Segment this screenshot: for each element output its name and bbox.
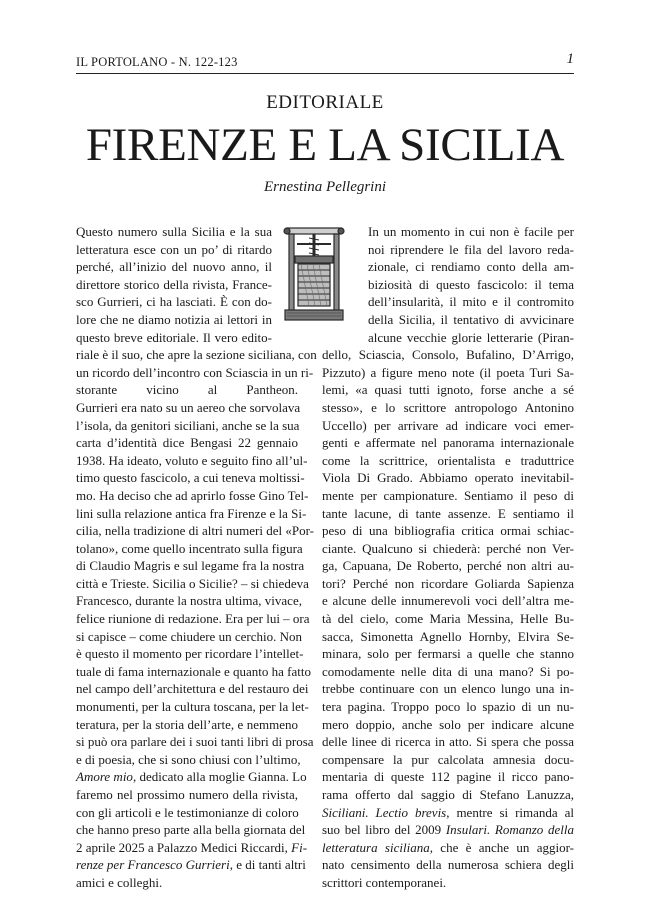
- section-label: EDITORIALE: [266, 92, 384, 113]
- text-line: un ricordo dell’incontro con Sciascia in un ri-: [76, 364, 314, 380]
- text-line: tera pagina. Troppo poco lo spazio di un nu-: [322, 699, 574, 715]
- text-line: di Claudio Magris e sul legame fra la nostra: [76, 558, 305, 574]
- text-line: questo breve editoriale. Il vero edito-: [76, 329, 272, 345]
- text-line: città e Trieste. Sicilia o Sicilie? – si chiedeva: [76, 575, 309, 591]
- text-line: dello, Sciascia, Consolo, Bufalino, D’Arrigo,: [322, 347, 574, 363]
- text-line: lini sulla relazione antica fra Firenze e la Si-: [76, 505, 307, 521]
- text-line: Gurrieri era nato su un aereo che sorvolava: [76, 399, 301, 415]
- text-line: cilia, nella tradizione di altri numeri del «Por-: [76, 523, 314, 539]
- text-line: stesso», e lo scrittore antropologo Antonino: [322, 399, 574, 415]
- text-line: e di poesia, che si sono chiusi con l’ultimo,: [76, 751, 301, 767]
- text-line: suo bel libro del 2009 Insulari. Romanzo della: [322, 822, 574, 838]
- text-line: mentaria di queste 112 pagine il ricco pano-: [322, 769, 574, 785]
- text-line: mente per campionature. Sentiamo il peso di: [322, 487, 574, 503]
- text-line: 1938. Ha ideato, voluto e seguito fino all’ul-: [76, 452, 308, 468]
- text-line: peso di una bibliografia critica ormai schiac-: [322, 523, 574, 539]
- text-line: alcune vecchie glorie letterarie (Piran-: [368, 329, 574, 345]
- text-line: delle linee di ricerca in atto. Si spera che possa: [322, 734, 574, 750]
- text-line: dell’insularità, il mito e il contromito: [368, 294, 574, 310]
- text-line: Uccello) per arrivare ad indicare voci emer-: [322, 417, 574, 433]
- text-line: come la scrittrice, orientalista e traduttrice: [322, 452, 574, 468]
- text-line: mero doppio, anche solo per indicare alcune: [322, 716, 574, 732]
- text-line: della Sicilia, il tentativo di avvicinare: [368, 311, 574, 327]
- left-column-text: [76, 223, 317, 892]
- text-line: con gli articoli e le testimonianze di coloro: [76, 804, 299, 820]
- right-column-text: [322, 223, 574, 892]
- text-line: Pizzuto) a figure meno note (il poeta Turi Sa-: [322, 364, 574, 380]
- article-title: FIRENZE E LA SICILIA: [85, 119, 565, 171]
- text-line: l’isola, da genitori siciliani, anche se la sua: [76, 417, 300, 433]
- text-line: tori? Perché non ricordare Goliarda Sapienza: [322, 575, 574, 591]
- text-line: monumenti, per la cultura toscana, per la let-: [76, 699, 309, 715]
- text-line: tuale di fama internazionale e quanto ha fatto: [76, 663, 311, 679]
- text-line: nato censimento della numerosa schiera degli: [322, 857, 574, 873]
- text-line: carta d’identità dice Bengasi 22 gennaio: [76, 435, 298, 451]
- text-line: compensare la pur calcolata amnesia docu-: [322, 751, 574, 767]
- text-line: mo. Ha deciso che ad aprirlo fosse Gino Tel-: [76, 487, 309, 503]
- text-line: che hanno preso parte alla bella giornata del: [76, 822, 306, 838]
- text-line: si può ora parlare dei i suoi tanti libri di prosa: [76, 734, 314, 750]
- running-header-journal: IL PORTOLANO - N. 122-123: [76, 55, 238, 69]
- text-line: felice riunione di redazione. Era per lui – ora: [76, 611, 310, 627]
- text-line: biziosità di questo fascicolo: il tema: [368, 276, 574, 292]
- text-line: genti e affermate nel panorama internazionale: [322, 435, 574, 451]
- header-rule: [76, 73, 574, 74]
- text-line: perché, all’inizio del nuovo anno, il: [76, 259, 272, 275]
- text-line: nel campo dell’architettura e del restauro dei: [76, 681, 309, 697]
- text-line: amici e colleghi.: [76, 874, 163, 890]
- text-line: lore che ne diamo notizia ai lettori in: [76, 311, 272, 327]
- text-line: Questo numero sulla Sicilia e la sua: [76, 224, 272, 239]
- text-line: sco Gurrieri, ci ha lasciati. È con do-: [76, 294, 272, 310]
- text-line: sacca, Simonetta Agnello Hornby, Elvira Se-: [322, 628, 574, 644]
- text-line: Siciliani. Lectio brevis, mentre si rimanda al: [322, 804, 574, 820]
- text-line: si capisce – come chiudere un cerchio. Non: [76, 628, 302, 644]
- text-line: letteratura esce con un po’ di ritardo: [76, 241, 272, 257]
- text-line: Viola Di Grado. Abbiamo operato inevitabil-: [322, 470, 574, 486]
- text-line: riale è il suo, che apre la sezione siciliana, con: [76, 347, 317, 363]
- page-number: 1: [566, 51, 574, 67]
- text-line: e alcune delle innumerevoli voci dell’altra me-: [322, 593, 574, 609]
- text-column-left: [76, 223, 317, 892]
- text-line: è questo il momento per ricordare l’intellet-: [76, 646, 304, 662]
- text-line: In un momento in cui non è facile per: [368, 224, 574, 239]
- text-line: timo questo fascicolo, a cui teneva moltissi-: [76, 470, 305, 486]
- text-line: letteratura siciliana, che è anche un aggior-: [322, 839, 574, 855]
- text-line: comodamente nelle dita di una mano? Si po-: [322, 663, 574, 679]
- text-line: trebbe continuare con un elenco lungo una in-: [322, 681, 574, 697]
- text-line: storante vicino al Pantheon.: [76, 382, 298, 398]
- text-line: scrittori contemporanei.: [322, 874, 447, 890]
- text-line: minara, solo per fermarsi a quelle che stanno: [322, 646, 574, 662]
- text-line: direttore storico della rivista, France-: [76, 276, 272, 292]
- text-line: lemi, «a quasi tutti ignoto, forse anche a sé: [322, 382, 574, 398]
- text-line: zionale, ci rendiamo conto della am-: [368, 259, 574, 275]
- text-line: Francesco, durante la nostra ultima, vivace,: [76, 593, 302, 609]
- text-line: faremo nel prossimo numero della rivista,: [76, 787, 298, 802]
- text-line: tante lacune, di tante assenze. E sentiamo il: [322, 505, 574, 521]
- text-column-right: [322, 223, 574, 892]
- text-line: tolano», come quello incentrato sulla figura: [76, 540, 303, 556]
- text-line: rama offerto dal saggio di Stefano Lanuzza,: [322, 787, 574, 802]
- text-line: 2 aprile 2025 a Palazzo Medici Riccardi, Fi-: [76, 839, 308, 855]
- text-line: ga, Capuana, De Roberto, perché non altri au-: [322, 558, 574, 574]
- text-line: renze per Francesco Gurrieri, e di tanti altri: [76, 857, 306, 873]
- text-line: teratura, per la storia dell’arte, e nemmeno: [76, 716, 298, 732]
- text-line: tà del cielo, come Maria Messina, Helle Bu-: [322, 611, 574, 627]
- text-line: noi riprendere le fila del lavoro reda-: [368, 241, 574, 257]
- text-line: Amore mio, dedicato alla moglie Gianna. Lo: [76, 769, 307, 785]
- article-author: Ernestina Pellegrini: [263, 179, 387, 195]
- text-line: ciante. Qualcuno si chiederà: perché non Ver-: [322, 540, 574, 556]
